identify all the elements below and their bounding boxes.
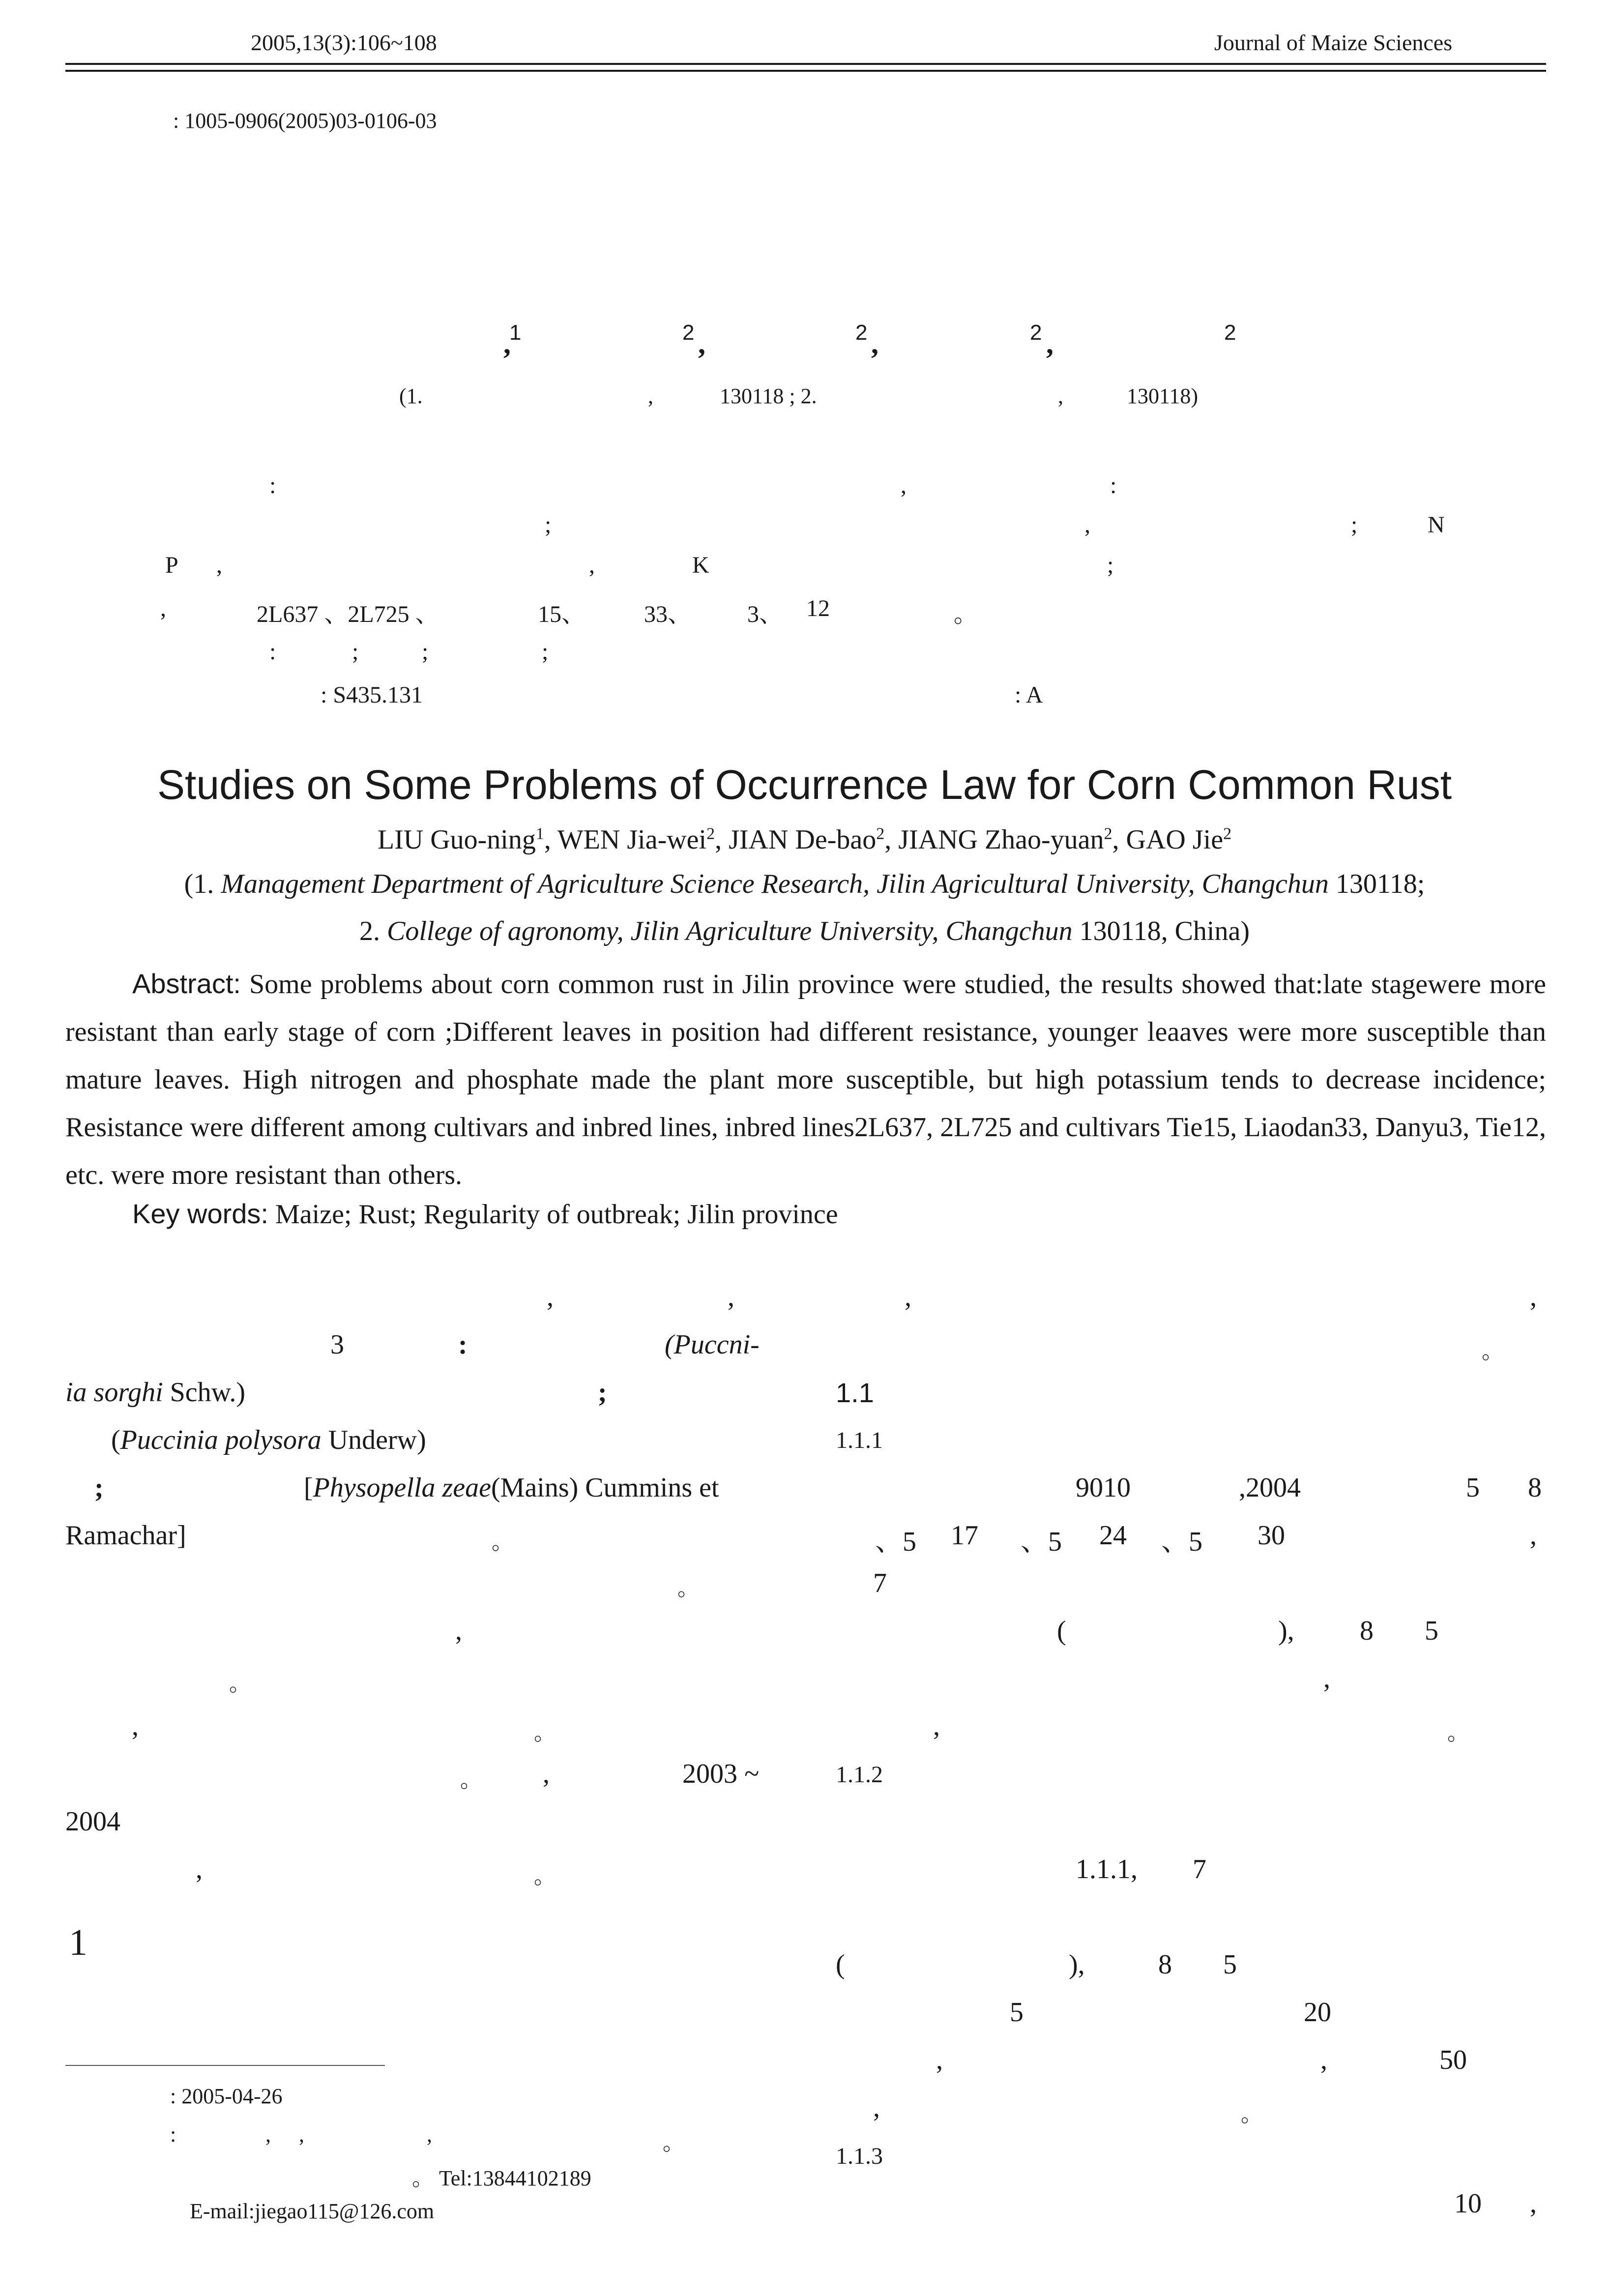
header-citation: 2005,13(3):106~108 xyxy=(251,30,437,55)
abstract-punct: ; xyxy=(545,512,552,538)
body-text: 、5 xyxy=(1161,1527,1202,1557)
english-affiliation-2: 2. College of agronomy, Jilin Agriculture University, Changchun 130118, China) xyxy=(359,916,1250,946)
body-text: 2004 xyxy=(65,1806,120,1837)
body-text: 9010 xyxy=(1076,1472,1131,1503)
article-id: : 1005-0906(2005)03-0106-03 xyxy=(173,109,437,133)
author-sep: , xyxy=(698,327,705,360)
affiliation-part: 130118 ; 2. xyxy=(720,384,817,408)
keywords-label: Key words: xyxy=(132,1198,268,1229)
english-abstract xyxy=(65,960,1546,1199)
body-text: , xyxy=(547,1282,554,1312)
abstract-cultivar: 3、 xyxy=(747,601,783,627)
body-text: ia sorghi Schw.) xyxy=(65,1377,246,1408)
abstract-punct: P xyxy=(165,552,178,578)
section-heading-1-1-1: 1.1.1 xyxy=(836,1427,883,1453)
abstract-punct: : xyxy=(1110,472,1117,499)
abstract-punct: N xyxy=(1428,512,1445,538)
body-text: 24 xyxy=(1099,1520,1127,1551)
body-text: 17 xyxy=(951,1520,978,1551)
body-text: 7 xyxy=(873,1568,887,1598)
abstract-punct: : xyxy=(269,472,276,499)
abstract-label: Abstract: xyxy=(132,968,241,999)
body-text: , xyxy=(728,1282,734,1312)
body-text: , xyxy=(1323,1663,1330,1694)
abstract-cultivar: 15、 xyxy=(538,601,585,627)
affiliation-part: , xyxy=(648,384,653,408)
body-text: 50 xyxy=(1439,2045,1467,2075)
body-text: : xyxy=(458,1329,468,1360)
footnote-punct: 。 xyxy=(663,2131,684,2155)
abstract-punct: , xyxy=(901,472,907,499)
body-text: [Physopella zeae(Mains) Cummins et xyxy=(304,1472,719,1503)
body-text: 30 xyxy=(1258,1520,1285,1551)
header-rule-bottom xyxy=(65,70,1546,72)
body-text: , xyxy=(936,2045,943,2075)
body-text: 、5 xyxy=(875,1527,916,1557)
body-text: 5 xyxy=(1223,1949,1237,1980)
body-text: , xyxy=(455,1616,462,1646)
body-text: ,2004 xyxy=(1239,1472,1301,1503)
affiliation-part: 130118) xyxy=(1127,384,1199,408)
affiliation-part: , xyxy=(1058,384,1063,408)
body-text: , xyxy=(1530,1520,1537,1551)
english-title: Studies on Some Problems of Occurrence Law for Corn Common Rust xyxy=(157,762,1452,808)
body-text: 。 xyxy=(229,1672,251,1696)
body-text: , xyxy=(905,1282,911,1312)
body-text: , xyxy=(196,1854,203,1884)
body-text: ; xyxy=(598,1377,607,1408)
body-text: ), xyxy=(1278,1616,1294,1646)
abstract-text: Some problems about corn common rust in Jilin province were studied, the results showed that:late stagewere more resistant than early stage of corn ;Different leaves in position had different resistance, younger leaaves were more susceptible than mature leaves. High nitrogen and phosphate made the plant more susceptible, but high potassium tends to decrease incidence; Resistance were different among cultivars and inbred lines, inbred lines2L637, 2L725 and cultivars Tie15, Liaodan33, Danyu3, Tie12, etc. were more resistant than others. xyxy=(65,969,1546,1190)
clc-number: : S435.131 xyxy=(321,682,423,708)
abstract-punct: , xyxy=(216,552,222,578)
author-sup: 2 xyxy=(1224,321,1236,345)
body-text: 5 xyxy=(1010,1997,1024,2028)
keywords-text: Maize; Rust; Regularity of outbreak; Jilin province xyxy=(268,1199,838,1230)
body-text: 。 xyxy=(534,1721,556,1745)
body-text: Ramachar] xyxy=(65,1520,186,1551)
body-text: , xyxy=(1530,1282,1537,1312)
english-affiliation-1: (1. Management Department of Agriculture Science Research, Jilin Agricultural University, Changchun 130118; xyxy=(184,869,1425,899)
body-text: 7 xyxy=(1193,1854,1206,1884)
body-text: (Puccni- xyxy=(665,1329,760,1360)
body-text: 10 xyxy=(1454,2188,1482,2219)
abstract-punct: 。 xyxy=(954,601,978,627)
body-text: 。 xyxy=(534,1864,556,1888)
keywords-punct: ; xyxy=(422,639,429,665)
section-heading-1: 1 xyxy=(69,1922,88,1963)
section-heading-1-1-3: 1.1.3 xyxy=(836,2143,883,2169)
footnote-punct: , xyxy=(265,2122,271,2147)
body-text: , xyxy=(132,1711,139,1741)
footnote-punct: , xyxy=(299,2122,304,2147)
abstract-punct: , xyxy=(1084,512,1090,538)
keywords-punct: : xyxy=(269,639,276,665)
header-journal: Journal of Maize Sciences xyxy=(1214,30,1453,55)
author-sep: , xyxy=(1046,327,1053,360)
footnote-tel: 。 Tel:13844102189 xyxy=(412,2166,591,2190)
author-sup: 2 xyxy=(1030,321,1042,345)
body-text: 。 xyxy=(1482,1339,1503,1363)
body-text: , xyxy=(933,1711,940,1741)
body-text: , xyxy=(543,1759,550,1789)
english-keywords xyxy=(132,1198,838,1230)
body-text: , xyxy=(873,2092,880,2123)
author-sep: , xyxy=(503,327,511,360)
body-text: 。 xyxy=(460,1768,482,1792)
affiliation-part: (1. xyxy=(399,384,423,408)
author-sup: 1 xyxy=(509,321,522,345)
body-text: 20 xyxy=(1304,1997,1331,2028)
body-text: 。 xyxy=(1241,2102,1262,2126)
footnote-rule xyxy=(65,2065,385,2066)
body-text: 5 xyxy=(1425,1616,1438,1646)
keywords-punct: ; xyxy=(542,639,549,665)
body-text: 。 xyxy=(677,1576,699,1600)
author-sup: 2 xyxy=(682,321,695,345)
header-rule-top xyxy=(65,63,1546,65)
footnote-punct: , xyxy=(427,2122,432,2147)
author-sep: , xyxy=(871,327,878,360)
body-text: 2003 ~ xyxy=(682,1759,760,1789)
body-text: 。 xyxy=(1447,1721,1469,1745)
body-text: , xyxy=(1530,2188,1537,2219)
abstract-punct: K xyxy=(692,552,709,578)
footnote-received: : 2005-04-26 xyxy=(170,2084,283,2108)
keywords-punct: ; xyxy=(352,639,359,665)
body-text: , xyxy=(1320,2045,1327,2075)
body-text: ; xyxy=(94,1472,104,1503)
body-text: 3 xyxy=(330,1329,344,1360)
footnote-email: E-mail:jiegao115@126.com xyxy=(190,2199,435,2223)
abstract-punct: ; xyxy=(1351,512,1358,538)
abstract-punct: , xyxy=(589,552,595,578)
english-authors: LIU Guo-ning$^1$, WEN Jia-wei$^2$, JIAN De-bao$^2$, JIANG Zhao-yuan$^2$, GAO Jie$^2$ xyxy=(377,824,1232,855)
body-text: (Puccinia polysora Underw) xyxy=(111,1425,426,1455)
body-text: ( xyxy=(836,1949,845,1980)
document-code: : A xyxy=(1015,682,1043,708)
abstract-lines: 2L637 、2L725 、 xyxy=(257,601,439,627)
body-text: 5 xyxy=(1466,1472,1480,1503)
abstract-punct: , xyxy=(160,595,166,621)
section-heading-1-1: 1.1 xyxy=(836,1377,874,1408)
abstract-punct: ; xyxy=(1107,552,1114,578)
body-text: 8 xyxy=(1158,1949,1172,1980)
abstract-cultivar: 33、 xyxy=(644,601,692,627)
abstract-cultivar: 12 xyxy=(806,595,830,621)
body-text: ), xyxy=(1069,1949,1085,1980)
body-text: 1.1.1, xyxy=(1076,1854,1138,1884)
body-text: ( xyxy=(1057,1616,1066,1646)
author-sup: 2 xyxy=(855,321,868,345)
footnote-punct: : xyxy=(170,2122,176,2147)
body-text: 8 xyxy=(1360,1616,1374,1646)
body-text: 8 xyxy=(1528,1472,1542,1503)
body-text: 。 xyxy=(492,1530,513,1554)
body-text: 、5 xyxy=(1021,1527,1062,1557)
section-heading-1-1-2: 1.1.2 xyxy=(836,1762,883,1788)
